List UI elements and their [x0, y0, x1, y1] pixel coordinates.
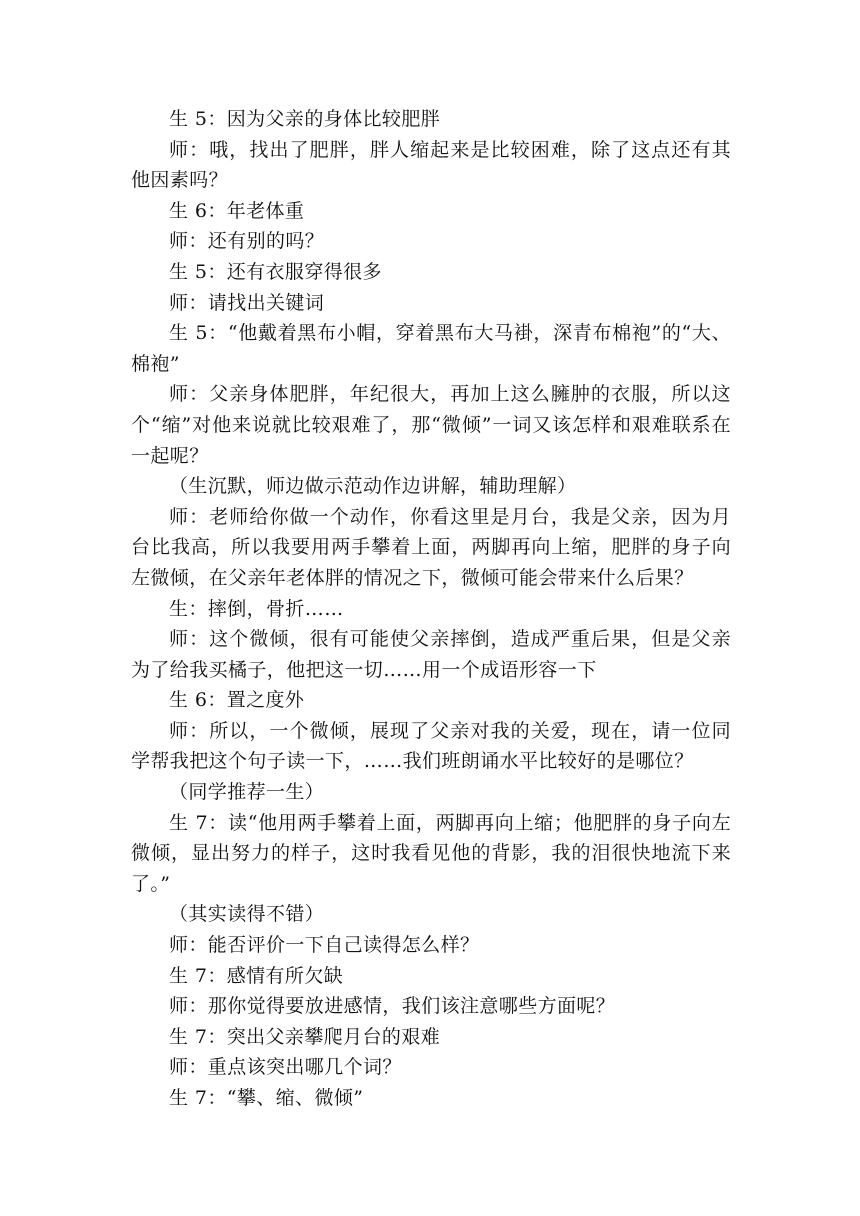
paragraph-16: 生 7：读“他用两手攀着上面，两脚再向上缩；他肥胖的身子向左微倾，显出努力的样子，这时我看见他的背影，我的泪很快地流下来了。”	[131, 811, 731, 895]
paragraph-22: 师：重点该突出哪几个词？	[169, 1056, 402, 1079]
paragraph-10: 师：老师给你做一个动作，你看这里是月台，我是父亲，因为月台比我高，所以我要用两手攀着上面，两脚再向上缩，肥胖的身子向左微倾，在父亲年老体胖的情况之下，微倾可能会带来什么后果？	[131, 505, 731, 589]
paragraph-3: 生 6：年老体重	[169, 199, 305, 222]
paragraph-17-stage-note: （其实读得不错）	[169, 903, 325, 926]
paragraph-20: 师：那你觉得要放进感情，我们该注意哪些方面呢？	[169, 995, 616, 1018]
paragraph-1: 生 5：因为父亲的身体比较肥胖	[169, 108, 441, 130]
paragraph-6: 师：请找出关键词	[169, 291, 325, 314]
paragraph-19: 生 7：感情有所欠缺	[169, 964, 344, 987]
paragraph-9-stage-note: （生沉默，师边做示范动作边讲解，辅助理解）	[169, 475, 577, 498]
paragraph-4: 师：还有别的吗？	[169, 230, 325, 253]
paragraph-2: 师：哦，找出了肥胖，胖人缩起来是比较困难，除了这点还有其他因素吗？	[131, 138, 731, 192]
paragraph-12: 师：这个微倾，很有可能使父亲摔倒，造成严重后果，但是父亲为了给我买橘子，他把这一切……用一个成语形容一下	[131, 628, 731, 681]
paragraph-23: 生 7：“攀、缩、微倾”	[169, 1087, 364, 1109]
paragraph-18: 师：能否评价一下自己读得怎么样？	[169, 934, 480, 957]
transcript-body	[131, 104, 731, 1114]
paragraph-8: 师：父亲身体肥胖，年纪很大，再加上这么臃肿的衣服，所以这个“缩”对他来说就比较艰难了，那“微倾”一词又该怎样和艰难联系在一起呢？	[131, 383, 731, 467]
paragraph-15-stage-note: （同学推荐一生）	[169, 781, 325, 804]
paragraph-7: 生 5：“他戴着黑布小帽，穿着黑布大马褂，深青布棉袍”的“大、棉袍”	[131, 322, 731, 375]
paragraph-11: 生：摔倒，骨折……	[169, 597, 344, 620]
paragraph-13: 生 6：置之度外	[169, 689, 305, 712]
paragraph-21: 生 7：突出父亲攀爬月台的艰难	[169, 1025, 441, 1048]
paragraph-14: 师：所以，一个微倾，展现了父亲对我的关爱，现在，请一位同学帮我把这个句子读一下，……我们班朗诵水平比较好的是哪位？	[131, 719, 731, 773]
paragraph-5: 生 5：还有衣服穿得很多	[169, 260, 382, 283]
